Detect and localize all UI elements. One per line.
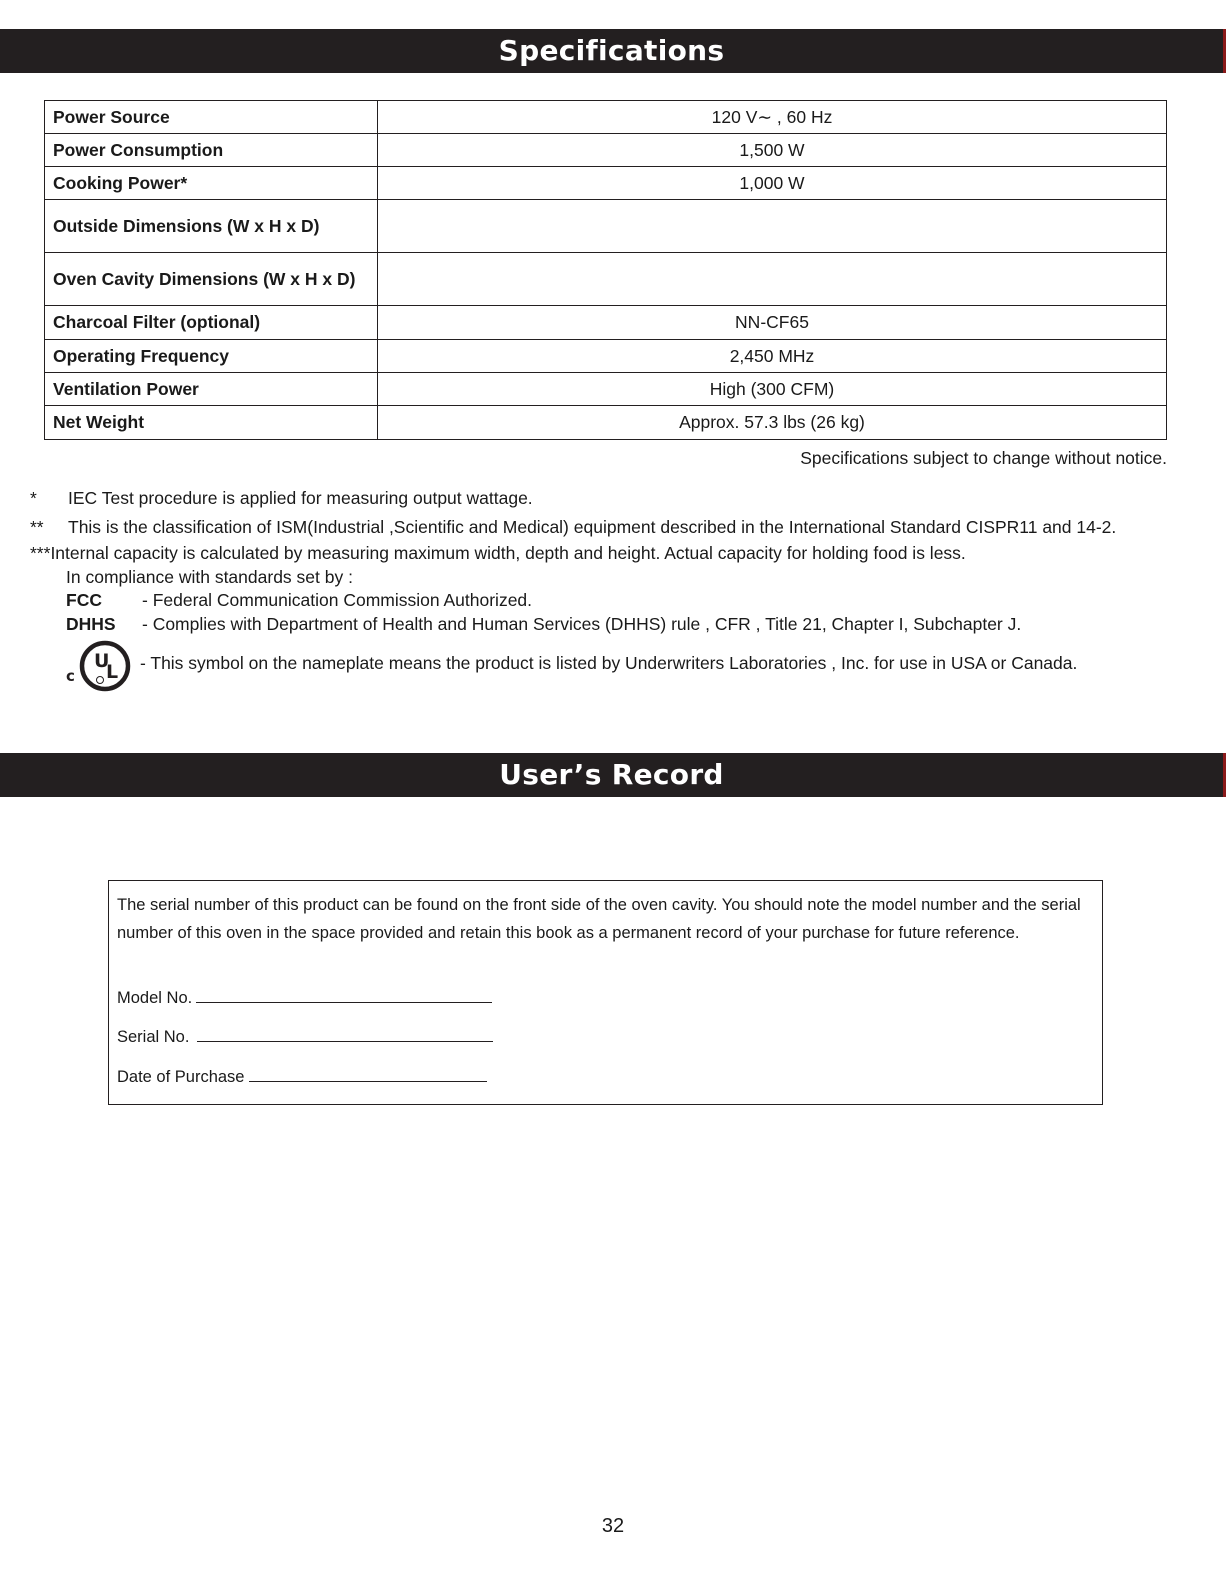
ul-text: - This symbol on the nameplate means the product is listed by Underwriters Laboratories , Inc. for use in USA or Canada. xyxy=(140,653,1078,673)
table-row xyxy=(45,101,1167,134)
spec-value xyxy=(378,253,1167,306)
spec-label: Net Weight xyxy=(45,406,378,440)
spec-value xyxy=(378,200,1167,253)
serial-number-field[interactable] xyxy=(117,1027,493,1047)
table-row xyxy=(45,200,1167,253)
footnote-mark: * xyxy=(30,488,37,508)
date-of-purchase-label: Date of Purchase xyxy=(117,1068,245,1086)
spec-value: NN-CF65 xyxy=(378,306,1167,340)
spec-label: Outside Dimensions (W x H x D) xyxy=(45,200,378,253)
model-number-line[interactable] xyxy=(196,988,492,1003)
footnote-mark: ** xyxy=(30,517,44,537)
svg-text:U: U xyxy=(94,650,110,672)
table-row xyxy=(45,167,1167,200)
spec-label: Operating Frequency xyxy=(45,340,378,373)
spec-value: 2,450 MHz xyxy=(378,340,1167,373)
table-row xyxy=(45,340,1167,373)
spec-label: Ventilation Power xyxy=(45,373,378,406)
record-paragraph: The serial number of this product can be found on the front side of the oven cavity. You should note the model number and the serial number of this oven in the space provided and retain this book as a permanent record of your purchase for future reference. xyxy=(117,896,1081,942)
serial-number-line[interactable] xyxy=(197,1027,493,1042)
spec-label: Power Source xyxy=(45,101,378,134)
footnote-text: Internal capacity is calculated by measuring maximum width, depth and height. Actual capacity for holding food is less. xyxy=(50,543,966,563)
footnote-mark: *** xyxy=(30,543,51,563)
footnote-text: IEC Test procedure is applied for measuring output wattage. xyxy=(68,488,533,508)
page-number: 32 xyxy=(601,1515,625,1537)
svg-text:L: L xyxy=(106,661,119,683)
users-record-title: User’s Record xyxy=(0,753,1226,797)
specifications-title: Specifications xyxy=(0,29,1226,73)
spec-value: 1,500 W xyxy=(378,134,1167,167)
change-notice: Specifications subject to change without notice. xyxy=(800,448,1167,468)
spec-value: Approx. 57.3 lbs (26 kg) xyxy=(378,406,1167,440)
table-row xyxy=(45,406,1167,440)
table-row xyxy=(45,373,1167,406)
footnote-3 xyxy=(30,543,966,564)
spec-label: Oven Cavity Dimensions (W x H x D) xyxy=(45,253,378,306)
model-number-label: Model No. xyxy=(117,989,193,1007)
footnote-text: This is the classification of ISM(Industrial ,Scientific and Medical) equipment described in the International Standard CISPR11 and 14-2. xyxy=(68,517,1117,537)
spec-label: Cooking Power* xyxy=(45,167,378,200)
svg-text:c: c xyxy=(66,667,75,685)
spec-value: 1,000 W xyxy=(378,167,1167,200)
footnote-2 xyxy=(30,517,1116,538)
spec-value: 120 V∼ , 60 Hz xyxy=(378,101,1167,134)
footnote-1 xyxy=(30,488,533,509)
users-record-box xyxy=(108,880,1103,1105)
fcc-abbr: FCC xyxy=(66,590,102,610)
table-row xyxy=(45,306,1167,340)
serial-number-label: Serial No. xyxy=(117,1028,190,1046)
compliance-intro: In compliance with standards set by : xyxy=(66,567,353,587)
dhhs-text: - Complies with Department of Health and Human Services (DHHS) rule , CFR , Title 21, Chapter I, Subchapter J. xyxy=(142,614,1022,634)
spec-label: Power Consumption xyxy=(45,134,378,167)
specifications-table xyxy=(44,100,1167,440)
date-of-purchase-field[interactable] xyxy=(117,1067,487,1087)
model-number-field[interactable] xyxy=(117,988,492,1008)
spec-value: High (300 CFM) xyxy=(378,373,1167,406)
date-of-purchase-line[interactable] xyxy=(249,1067,487,1082)
spec-label: Charcoal Filter (optional) xyxy=(45,306,378,340)
dhhs-abbr: DHHS xyxy=(66,614,116,634)
table-row xyxy=(45,253,1167,306)
ul-listed-icon xyxy=(64,640,132,696)
fcc-text: - Federal Communication Commission Authorized. xyxy=(142,590,533,610)
table-row xyxy=(45,134,1167,167)
